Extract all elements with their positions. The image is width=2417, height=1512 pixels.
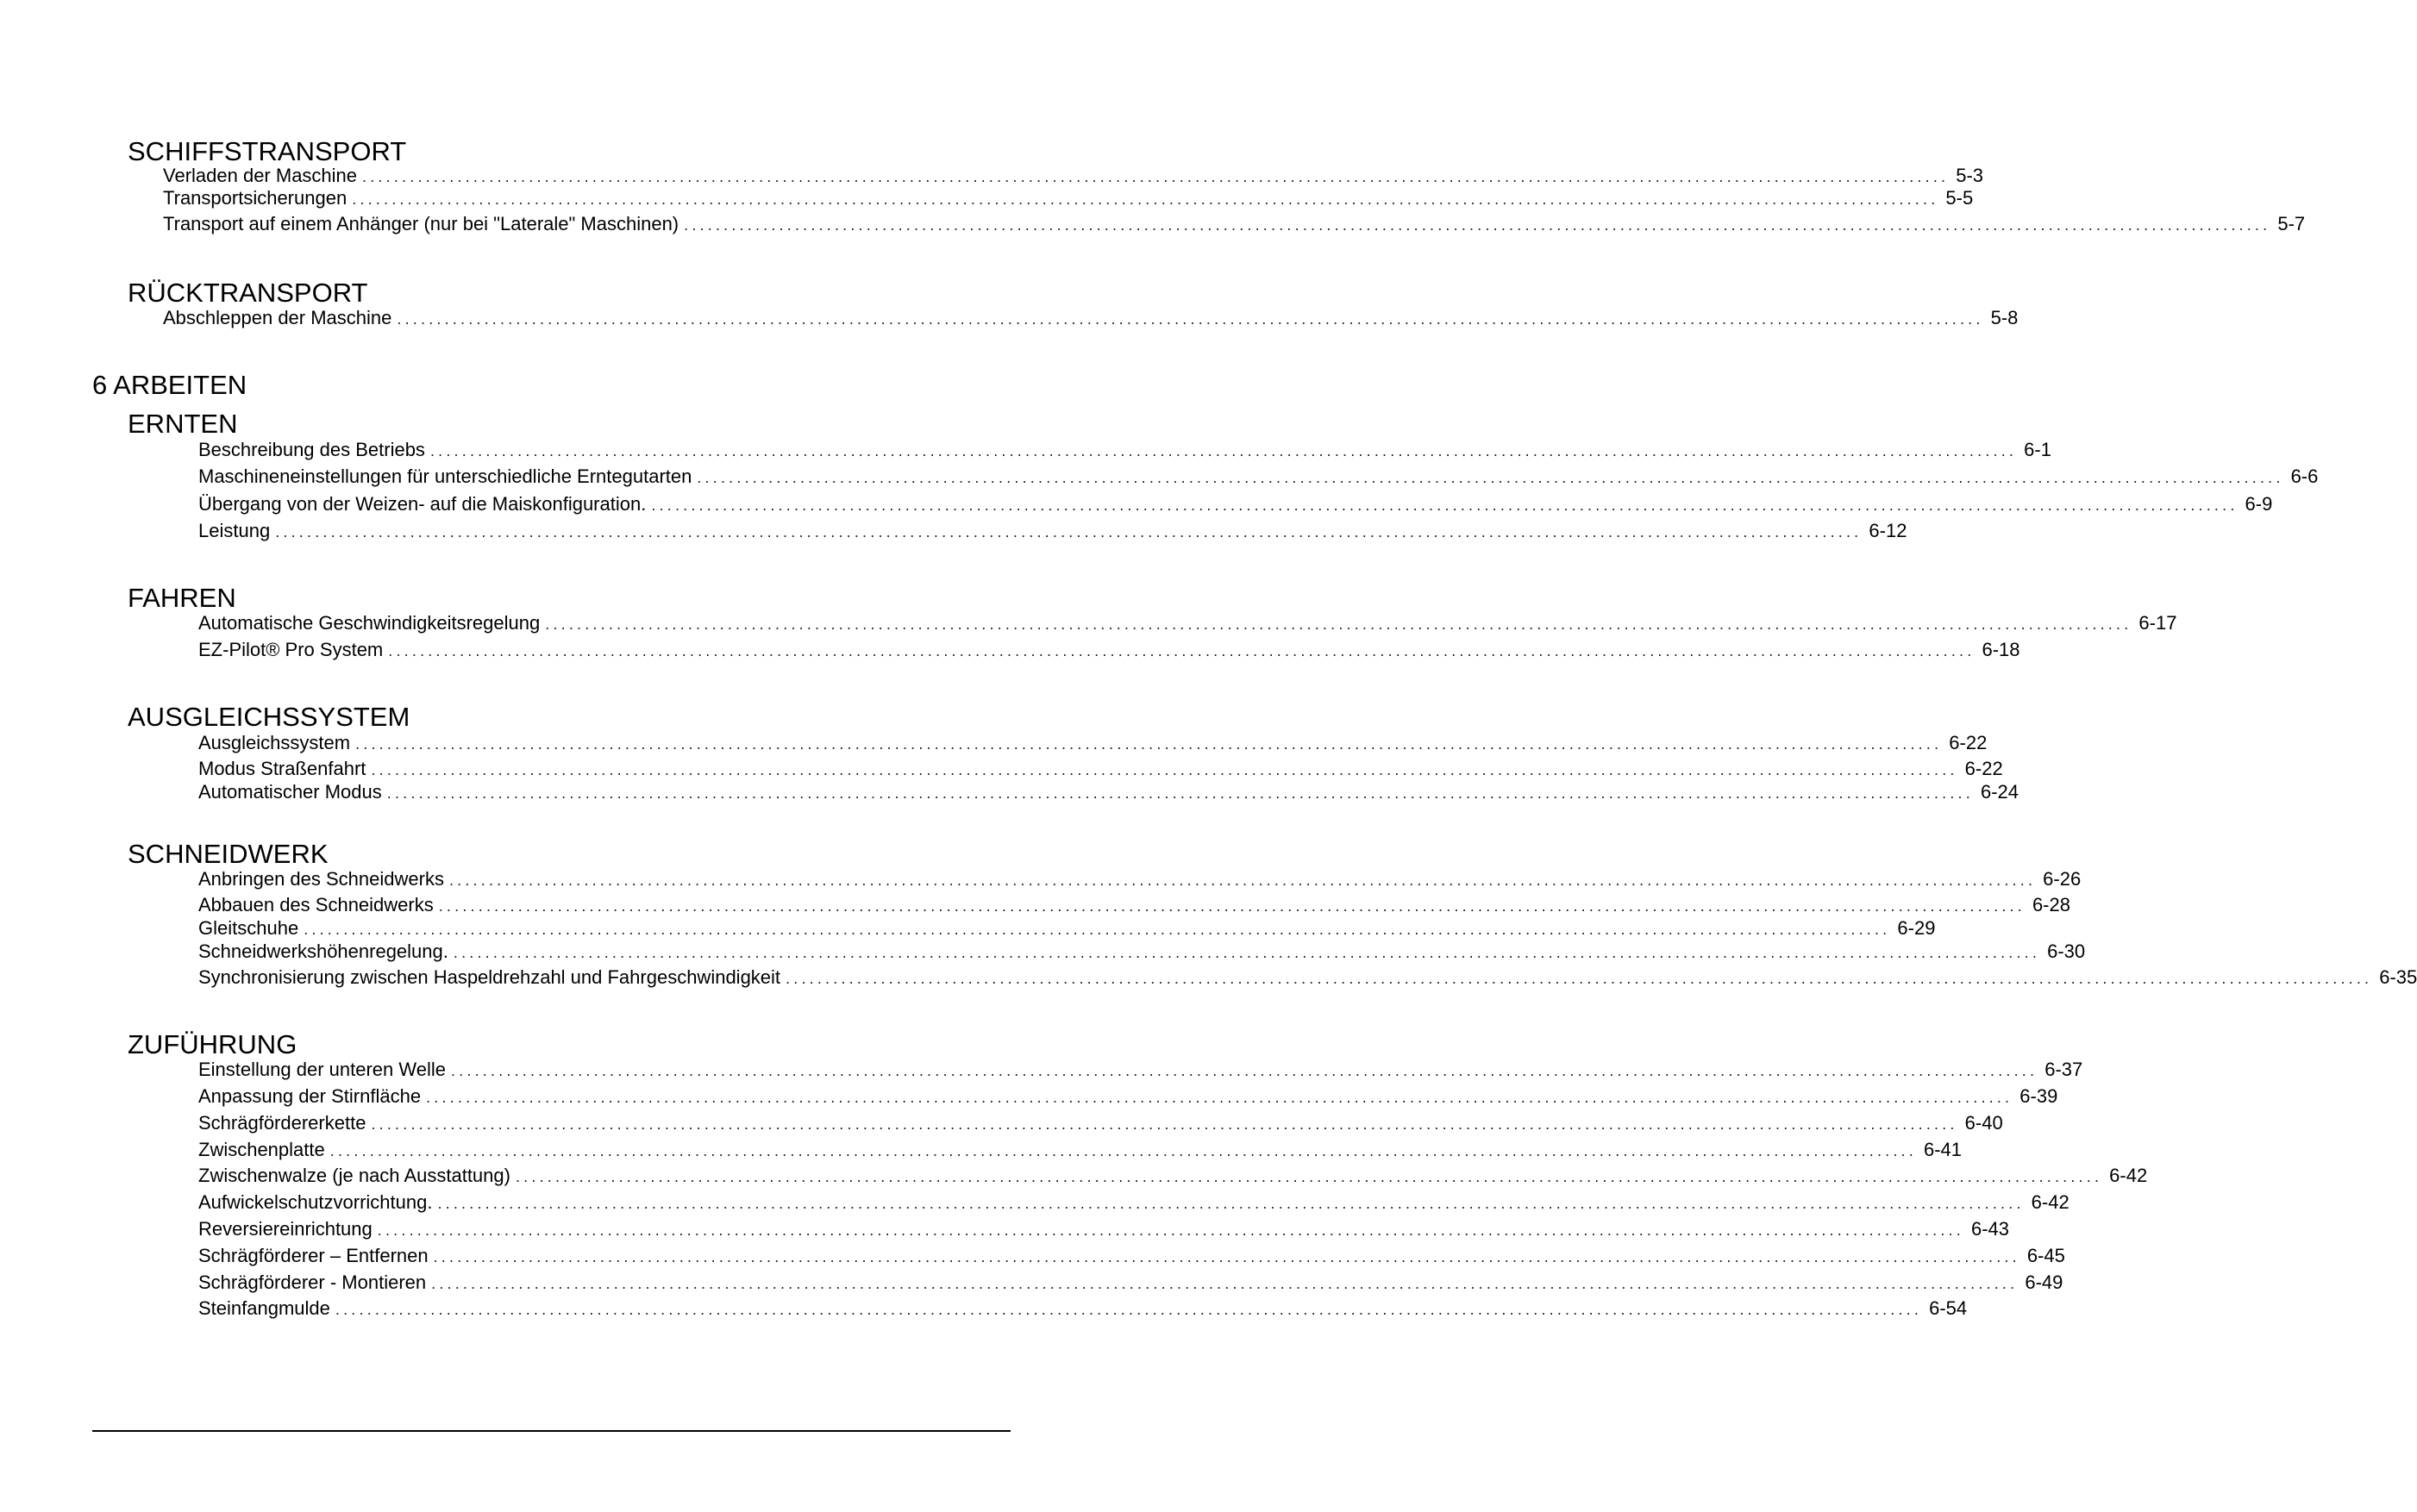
toc-entry-page: 6-42 (2031, 1191, 2069, 1213)
dot-leader: ........................................................................................................................................................................................................ (448, 872, 2037, 889)
dot-leader: ........................................................................................................................................................................................................ (426, 1089, 2013, 1106)
toc-entry[interactable] (198, 1164, 2148, 1188)
toc-entry-page: 5-3 (1956, 165, 1984, 186)
toc-entry-label: Übergang von der Weizen- auf die Maiskonfiguration. (198, 493, 647, 515)
toc-entry-page: 6-39 (2019, 1085, 2058, 1107)
toc-entry-label: Synchronisierung zwischen Haspeldrehzahl und Fahrgeschwindigkeit (198, 966, 781, 988)
toc-entry-label: Schrägförderer - Montieren (198, 1271, 427, 1293)
toc-entry[interactable] (198, 638, 2020, 662)
dot-leader: ........................................................................................................................................................................................................ (651, 497, 2239, 514)
toc-entry[interactable] (198, 893, 2070, 917)
toc-entry-page: 6-29 (1897, 917, 1936, 939)
toc-entry-label: Aufwickelschutzvorrichtung. (198, 1191, 433, 1213)
toc-entry-page: 6-22 (1949, 732, 1988, 753)
toc-entry[interactable] (198, 438, 2051, 462)
toc-entry[interactable] (198, 1217, 2010, 1241)
dot-leader: ........................................................................................................................................................................................................ (437, 1195, 2025, 1212)
toc-entry-page: 6-18 (1982, 639, 2020, 660)
toc-entry-page: 6-42 (2109, 1165, 2148, 1186)
dot-leader: ........................................................................................................................................................................................................ (355, 735, 1943, 753)
toc-entry[interactable] (163, 186, 1974, 210)
toc-entry-page: 6-12 (1869, 520, 1907, 541)
toc-entry-page: 6-26 (2043, 868, 2082, 890)
toc-entry-page: 6-24 (1980, 781, 2019, 803)
dot-leader: ........................................................................................................................................................................................................ (377, 1221, 1964, 1239)
dot-leader: ........................................................................................................................................................................................................ (388, 642, 1976, 659)
toc-entry[interactable] (198, 1271, 2063, 1295)
dot-leader: ........................................................................................................................................................................................................ (438, 897, 2026, 915)
dot-leader: ........................................................................................................................................................................................................ (352, 191, 1939, 208)
toc-entry-label: Modus Straßenfahrt (198, 758, 366, 779)
section-heading: FAHREN (128, 583, 236, 613)
dot-leader: ........................................................................................................................................................................................................ (304, 921, 1891, 938)
dot-leader: ........................................................................................................................................................................................................ (335, 1301, 1923, 1318)
toc-entry[interactable] (198, 1138, 1962, 1162)
dot-leader: ........................................................................................................................................................................................................ (515, 1168, 2103, 1185)
dot-leader: ........................................................................................................................................................................................................ (329, 1142, 1917, 1159)
toc-entry-label: Maschineneinstellungen für unterschiedliche Erntegutarten (198, 465, 692, 487)
toc-entry[interactable] (198, 519, 1907, 543)
toc-entry-label: Steinfangmulde (198, 1297, 330, 1319)
toc-entry-page: 5-7 (2277, 213, 2306, 234)
toc-entry-label: Anpassung der Stirnfläche (198, 1085, 422, 1107)
toc-entry-label: Abschleppen der Maschine (163, 307, 392, 328)
dot-leader: ........................................................................................................................................................................................................ (362, 168, 1950, 185)
toc-entry[interactable] (163, 306, 2019, 330)
toc-entry-label: Zwischenwalze (je nach Ausstattung) (198, 1165, 510, 1186)
toc-entry[interactable] (198, 1084, 2058, 1109)
toc-entry[interactable] (198, 940, 2086, 964)
toc-entry-page: 6-22 (1964, 758, 2003, 779)
dot-leader: ........................................................................................................................................................................................................ (386, 784, 1974, 802)
toc-entry[interactable] (163, 164, 1984, 188)
dot-leader: ........................................................................................................................................................................................................ (371, 1115, 1958, 1133)
toc-entry-label: Gleitschuhe (198, 917, 299, 939)
toc-entry-page: 6-54 (1929, 1297, 1968, 1319)
toc-entry-label: Beschreibung des Betriebs (198, 439, 425, 460)
toc-entry-label: EZ-Pilot® Pro System (198, 639, 384, 660)
toc-entry-label: Verladen der Maschine (163, 165, 358, 186)
toc-entry[interactable] (198, 867, 2082, 891)
dot-leader: ........................................................................................................................................................................................................ (371, 761, 1958, 778)
toc-entry[interactable] (198, 1111, 2003, 1135)
section-heading: SCHIFFSTRANSPORT (128, 136, 407, 166)
toc-entry-page: 6-9 (2245, 493, 2273, 515)
toc-entry-label: Automatische Geschwindigkeitsregelung (198, 612, 541, 634)
toc-entry-label: Schrägfördererkette (198, 1112, 366, 1134)
chapter-title: 6 ARBEITEN (92, 370, 247, 400)
toc-entry-label: Transportsicherungen (163, 187, 348, 209)
toc-entry[interactable] (198, 1058, 2083, 1082)
toc-entry-label: Transport auf einem Anhänger (nur bei "Laterale" Maschinen) (163, 213, 679, 234)
toc-entry-page: 6-41 (1923, 1139, 1962, 1160)
toc-entry-page: 6-17 (2138, 612, 2177, 634)
toc-entry-page: 6-49 (2025, 1271, 2063, 1293)
toc-entry[interactable] (198, 965, 2417, 990)
toc-entry[interactable] (198, 731, 1988, 755)
footer-rule (92, 1430, 1011, 1432)
toc-entry[interactable] (198, 1244, 2065, 1268)
dot-leader: ........................................................................................................................................................................................................ (397, 310, 1984, 328)
toc-entry-label: Ausgleichssystem (198, 732, 351, 753)
toc-entry-page: 6-40 (1964, 1112, 2003, 1134)
toc-entry-page: 6-1 (2024, 439, 2051, 460)
toc-entry-label: Einstellung der unteren Welle (198, 1059, 446, 1080)
dot-leader: ........................................................................................................................................................................................................ (684, 216, 2271, 234)
section-heading: AUSGLEICHSSYSTEM (128, 702, 410, 732)
toc-entry-page: 5-5 (1945, 187, 1974, 209)
section-heading: SCHNEIDWERK (128, 839, 329, 869)
toc-entry[interactable] (198, 1190, 2069, 1215)
dot-leader: ........................................................................................................................................................................................................ (697, 469, 2284, 486)
toc-entry-label: Schrägförderer – Entfernen (198, 1245, 429, 1266)
toc-entry[interactable] (198, 1296, 1968, 1321)
toc-entry-label: Leistung (198, 520, 271, 541)
dot-leader: ........................................................................................................................................................................................................ (433, 1248, 2020, 1265)
dot-leader: ........................................................................................................................................................................................................ (786, 970, 2373, 987)
toc-entry-label: Anbringen des Schneidwerks (198, 868, 444, 890)
toc-entry[interactable] (198, 465, 2319, 489)
toc-entry-page: 6-45 (2026, 1245, 2065, 1266)
toc-entry-label: Abbauen des Schneidwerks (198, 894, 434, 915)
toc-entry[interactable] (198, 611, 2177, 635)
toc-entry-label: Zwischenplatte (198, 1139, 325, 1160)
section-heading: ERNTEN (128, 409, 238, 439)
toc-entry-page: 6-35 (2379, 966, 2417, 988)
toc-entry[interactable] (163, 212, 2306, 236)
toc-entry-page: 6-28 (2032, 894, 2070, 915)
toc-entry[interactable] (198, 757, 2003, 781)
dot-leader: ........................................................................................................................................................................................................ (431, 1275, 2019, 1292)
section-heading: ZUFÜHRUNG (128, 1029, 297, 1059)
toc-entry-label: Reversiereinrichtung (198, 1218, 373, 1240)
toc-entry-page: 6-43 (1970, 1218, 2010, 1240)
toc-entry-page: 6-6 (2290, 465, 2319, 487)
toc-entry[interactable] (198, 780, 2019, 804)
toc-entry-page: 6-30 (2047, 940, 2086, 962)
toc-entry-page: 6-37 (2044, 1059, 2083, 1080)
toc-entry-page: 5-8 (1990, 307, 2019, 328)
dot-leader: ........................................................................................................................................................................................................ (275, 523, 1863, 540)
toc-entry-label: Schneidwerkshöhenregelung. (198, 940, 448, 962)
dot-leader: ........................................................................................................................................................................................................ (545, 615, 2132, 633)
toc-entry[interactable] (198, 916, 1936, 940)
toc-entry-label: Automatischer Modus (198, 781, 382, 803)
section-heading: RÜCKTRANSPORT (128, 278, 368, 308)
toc-entry[interactable] (198, 492, 2273, 516)
dot-leader: ........................................................................................................................................................................................................ (451, 1062, 2038, 1079)
dot-leader: ........................................................................................................................................................................................................ (453, 944, 2041, 961)
dot-leader: ........................................................................................................................................................................................................ (429, 442, 2018, 459)
